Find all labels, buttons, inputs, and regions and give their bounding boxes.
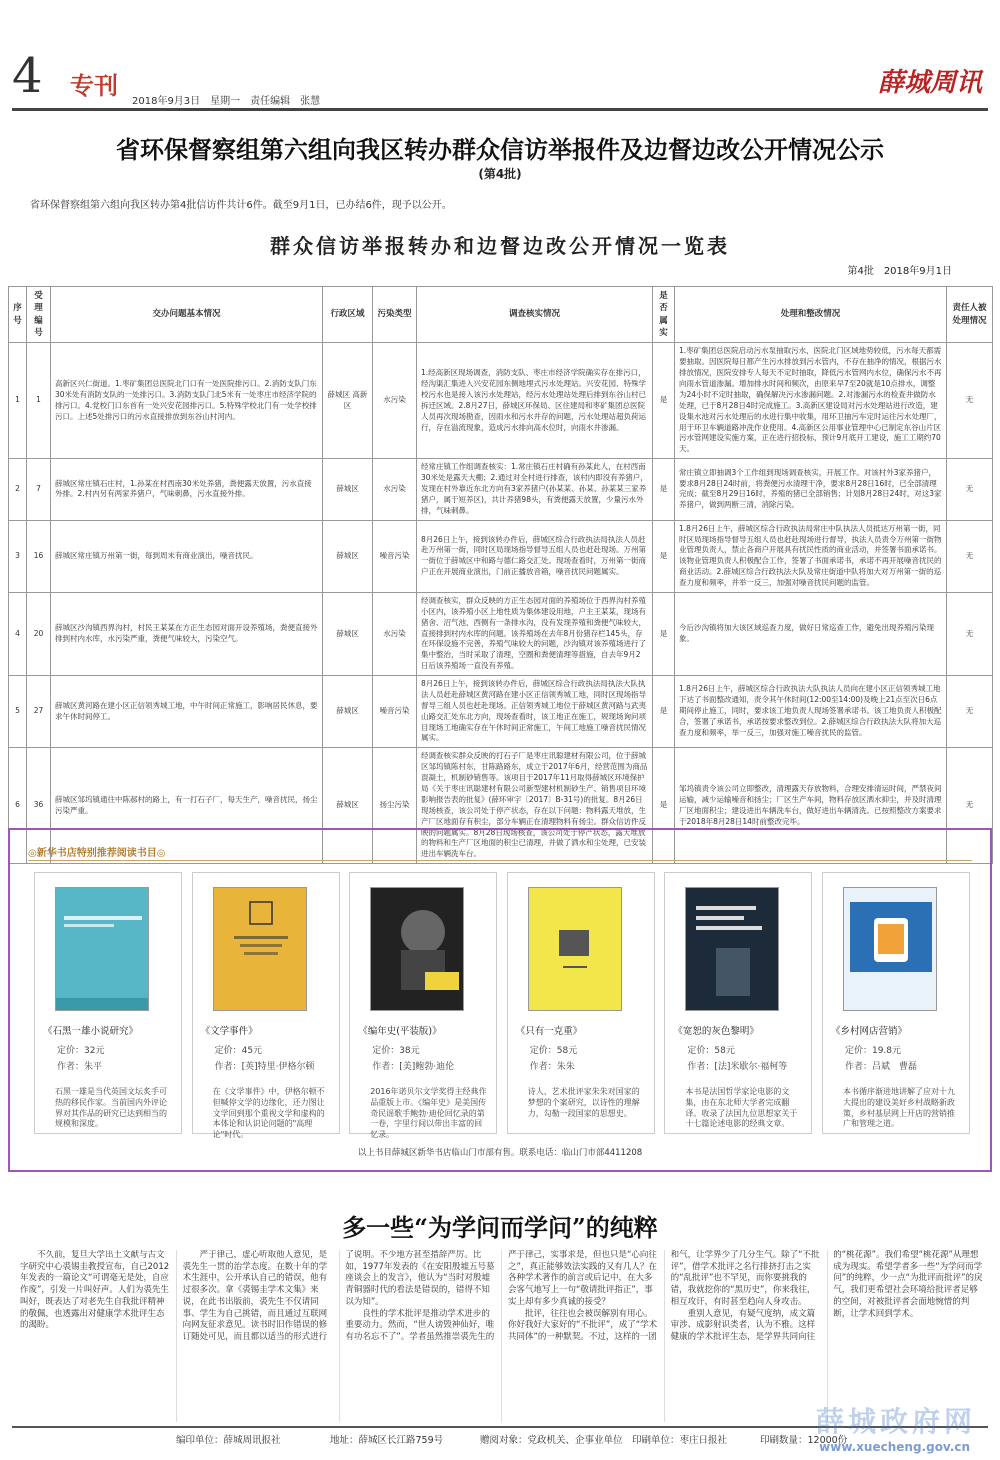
table-cell: 5 [9,676,27,748]
table-cell: 薛城区常庄镇万州第一街，每到周末有商业演出，噪音扰民。 [51,520,323,592]
imprint-distribution: 赠阅对象：党政机关、企事业单位 [480,1435,623,1446]
book-card [349,872,497,1140]
table-cell: 薛城区黄河路在建小区正信领秀城工地，中午时间正常施工，影响居民休息，要求午休时间停工。 [51,676,323,748]
table-cell: 3 [9,520,27,592]
table-cell: 8月26日上午，接到该转办件后，薛城区综合行政执法局执法大队执法人员赶赴薛城区黄河路在建小区正信领秀城工地，同时区现场指导督导三组人员也赶赴现场。正信领秀城工地位于薛城区黄河路与武夷山路交汇处东北方向，现场查看时，该工地正在施工，规现场询问项目现场工地确实存在午休时间正常施工，午间工地施工噪音扰民情况属实。 [417,676,653,748]
col-header: 交办问题基本情况 [51,287,323,343]
table-cell: 薛城区邹坞镇通往中陈郝村的路上，有一打石子厂，每天生产，噪音扰民，扬尘污染严重。 [51,748,323,864]
col-header: 调查核实情况 [417,287,653,343]
book-list [34,872,970,1140]
book-blurb: 诗人、艺术批评家朱朱对国家的梦想的个案研究，以诗性的理解力，勾勒一段国家的思想史。 [527,1087,640,1118]
table-cell: 薛城区 高新区 [323,343,373,459]
table-cell: 无 [947,459,993,520]
col-header: 处理和整改情况 [675,287,947,343]
table-cell: 是 [653,520,675,592]
batch-subtitle: (第4批) [478,167,522,181]
table-cell: 16 [27,520,51,592]
table-cell: 今后沙沟镇将加大该区域巡查力度，做好日常巡查工作，避免出现养殖污染现象。 [675,592,947,675]
book-cover-image [685,887,779,1011]
essay-paragraph: 不久前，复旦大学出土文献与古文字研究中心裘锡圭教授宣布，自己2012年发表的一篇论文“可谓毫无是处，自应作废”，引发一片叫好声。人们为裘先生叫好，既表达了对老先生自我批评精神的敬佩，也透露出对健康学术批评生态的渴盼。 [20,1250,170,1331]
book-card [192,872,340,1140]
table-row [9,343,993,459]
book-title: 《只有一克重》 [515,1026,583,1037]
table-cell: 1 [9,343,27,459]
essay-paragraph: 批评，往往也会被误解别有用心。你好我好大家好的“不批评”，成了“学术共同体”的一种默契。不过，这样的一团和气，让学界少了几分生气。除了“不批评”，借学术批评之名行排挤打击之实的“乱批评”也不罕见，而你要挑我的错，我就挖你的“黑历史”，你来我往，相互攻讦，有时甚至趋向人身攻击。 [507,1250,820,1343]
table-cell: 36 [27,748,51,864]
table-cell: 经调查核实群众反映的打石子厂是枣庄讯聪建材有限公司，位于薛城区邹坞镇陈村东，甘陈路路东，成立于2017年6月，经营范围为商品混凝土，机制砂销售等。该项目于2017年11月取得薛城区环境保护局《关于枣庄讯聪建材有限公司新型建材机制砂生产、销售项目环境影响报告表的批复》(薛环审字〔2017〕B-31号)的批复。8月26日现场核查，该公司处于停产状态，存在以下问题：物料露天堆放，生产厂区地面存有积尘，部分车辆正在清理物料有扬尘。群众信访件反映的问题属实。8月28日现场核查，该公司处于停产状态，露天堆放的物料和生产厂区地面的积尘已清理，并做了洒水和尘处理，已安装进出车辆洗车台。 [417,748,653,864]
book-title: 《乡村网店营销》 [830,1026,907,1037]
table-cell: 高新区兴仁街道。1.枣矿集团总医院北门口有一处医院排污口。2.消防支队门东30米处有消防支队的一处排污口。3.消防支队门北5米有一处枣庄市经济学院的排污口。4.党校门口东首有一处兴安花园排污口。5.特殊学校北门有一处学校排污口。上述5处排污口的污水直接排放到东谷山村河内。 [51,343,323,459]
table-cell: 薛城区 [323,520,373,592]
col-header: 受理编号 [27,287,51,343]
book-cover-image [843,887,937,1011]
book-price: 定价：58元 [687,1046,735,1056]
table-cell: 薛城区常庄镇石庄村，1.孙某在村西南30米处养猪，粪便露天放置，污水直接外排。2.村内另有两家养猪户，气味刺鼻，污水直接外排。 [51,459,323,520]
table-cell: 是 [653,459,675,520]
page-number: 4 [12,48,43,104]
col-header: 序号 [9,287,27,343]
book-price: 定价：38元 [372,1046,420,1056]
table-cell: 是 [653,592,675,675]
table-cell: 无 [947,520,993,592]
table-cell: 无 [947,676,993,748]
table-cell: 1.8月26日上午，薛城区综合行政执法大队执法人员向在建小区正信领秀城工地下达了书面整改通知，责令其午休时间(12:00至14:00)及晚上21点至次日6点期间停止施工，同时，要求该工地负责人现场签署承诺书。该工地负责人积极配合，签署了承诺书，承诺按要求整改到位。2.薛城区综合行政执法大队将加大巡查力度和频率，举一反三，加强对施工噪音扰民的监管。 [675,676,947,748]
batch-date: 第4批 2018年9月1日 [847,266,952,277]
book-cover-image [528,887,622,1011]
book-cover-art [686,888,779,1011]
essay-paragraph: 严于律己，虚心听取他人意见，是裘先生一贯的治学态度。在数十年的学术生涯中，公开承认自己的错误，他有过很多次。拿《裘锡圭学术文集》来说，在此书出版前，裘先生不仅请同事、学生为自己挑错，而且通过互联网向网友征求意见。读书时旧作错误的修订随处可见，而且都以适当的形式进行了说明。不少地方甚至措辞严厉。比如，1977年发表的《在安阳殷墟五号墓座谈会上的发言》，他认为“当时对殷墟青铜器时代的看法是错误的，错得不知以为知”。 [182,1250,495,1343]
table-cell: 水污染 [373,459,417,520]
book-cover-art [214,888,307,1011]
book-card [507,872,655,1134]
table-cell: 1.枣矿集团总医院启动污水泵抽取污水，医院北门区域地势较低，污水每天都需要抽取。因医院每日都产生污水排放到污水管内，不存在抽净的情况，根据污水排放情况，医院安排专人每天不定时抽取，降低污水管网内水位，确保污水不再向雨水管道渗漏。增加排水时间和频次，由原来早7至20就是10点排水，调整为24小时不定时抽取，确保解决污水渗漏问题。2.对渗漏污水的检查井做防水处理，已于8月28日4时完成施工。3.高新区建设局对污水处理站进行改造，建设集水池对污水处理后的水进行集中收集，用环卫抽污车定时运往污水处理厂，用于环卫车辆道路冲洗作业使用。4.高新区公用事业管理中心已制定东谷山片区污水管网建设实施方案，正在进行招投标，预计9月底开工建设，施工工期约70天。 [675,343,947,459]
col-header: 污染类型 [373,287,417,343]
table-cell: 噪音污染 [373,520,417,592]
table-cell: 噪音污染 [373,676,417,748]
book-blurb: 2016年诺贝尔文学奖得主经典作品重版上市。《编年史》是美国传奇民谣歌手鲍勃·迪伦回忆录的第一卷，字里行间以带出丰富的回忆录。 [370,1087,487,1140]
table-cell: 扬尘污染 [373,748,417,864]
col-header: 是否属实 [653,287,675,343]
table-cell: 邹坞镇责令该公司立即整改，清理露天存放物料，合理安排清运时间，严禁夜间运输，减少运输噪音和扬尘；厂区生产车间，物料存放区洒水抑尘，并及时清理厂区地面积尘；建设进出车辆洗车台，做好进出车辆清洗。已按照整改方案要求于2018年8月28日14时前整改完毕。 [675,748,947,864]
site-watermark-url: www.xuecheng.gov.cn [819,1440,970,1454]
imprint-printer: 印刷单位：枣庄日报社 [632,1435,728,1446]
book-cover-art [844,888,937,1011]
page-title: 省环保督察组第六组向我区转办群众信访举报件及边督边改公开情况公示 [116,136,884,164]
essay-paragraph: 良性的学术批评是推动学术进步的重要动力。然而，“世人谤毁神仙好，唯有功名忘不了”。学者虽然推崇裘先生的严于律己，实事求是，但也只是“心向往之”，真正能够效法实践的又有几人？在各种学术著作的前言或后记中，在大多会客气地写上一句“敬请批评指正”，事实上却有多少真诚的接受？ [345,1250,657,1343]
bookstore-contact: 以上书目薛城区新华书店临山门市部有售。联系电话：临山门市部4411208 [357,1148,643,1158]
book-card [664,872,812,1134]
table-cell: 20 [27,592,51,675]
book-price: 定价：32元 [57,1046,105,1056]
site-watermark: 薛城政府网 [815,1405,976,1438]
book-title: 《文学事件》 [200,1026,258,1037]
book-price: 定价：45元 [214,1046,263,1056]
imprint-address: 地址：薛城区长江路759号 [330,1435,444,1446]
table-header-row [9,287,993,343]
table-cell: 无 [947,592,993,675]
divider [28,860,972,861]
book-blurb: 本书是法国哲学家论电影的文集，由在东北师大学者完成翻译。收录了法国九位思想家关于十七篇论述电影的经典文章。 [685,1087,798,1129]
table-cell: 8月26日上午，接到该转办件后，薛城区综合行政执法局执法人员赶赴万州第一街，同时区局现场指导督导五组人员也赶赴现场。万州第一街位于薛城区中和路与德仁路交汇处。现场查看时，万州第一街商户正在开展商业演出，门前正播放音箱，噪音扰民问题属实。 [417,520,653,592]
table-cell: 薛城区 [323,592,373,675]
book-blurb: 在《文学事件》中，伊格尔顿不但喊停文学的边缘化，还力图让文学回到那个重视文学和虚构的本体论和认识论问题的"高理论"时代。 [212,1087,325,1140]
essay-body [20,1250,984,1422]
table-cell: 薛城区 [323,676,373,748]
book-recommendations [8,828,992,1172]
table-cell: 是 [653,748,675,864]
book-cover-art [371,888,464,1011]
table-cell: 无 [947,343,993,459]
table-row [9,592,993,675]
col-header: 责任人被处理情况 [947,287,993,343]
book-author: 作者：朱平 [57,1062,103,1072]
book-title: 《石黑一雄小说研究》 [43,1026,139,1037]
table-cell: 无 [947,748,993,864]
book-blurb: 石黑一雄是当代英国文坛炙手可热的移民作家。当前国内外评论界对其作品的研究已达到相当的规模和深度。 [55,1087,167,1129]
table-cell: 薛城区 [323,459,373,520]
table-cell: 1 [27,343,51,459]
col-header: 行政区域 [323,287,373,343]
book-cover-image [55,887,149,1011]
book-cover-art [529,888,622,1011]
petition-table [8,286,993,864]
book-author: 作者：朱朱 [529,1062,575,1072]
book-card [34,872,182,1134]
table-cell: 薛城区沙沟镇西界沟村，村民王某某在方正生态园对面开设养殖场，粪便直接外排到村内水库，水污染严重，粪便气味较大，污染空气。 [51,592,323,675]
essay-title: 多一些“为学问而学问”的纯粹 [342,1213,658,1242]
book-author: 作者：[美]鲍勃·迪伦 [372,1062,455,1072]
book-title: 《编年史(平装版)》 [358,1026,442,1037]
table-cell: 经调查核实，群众反映的方正生态园对面的养殖场位于西界沟村养殖小区内，该养殖小区上地性质为集体建设用地，户主王某某，现场有猪舍、沼气池，西侧有一条排水沟，没有发现养殖和粪便气味较大，直接排到村内水库的问题。该养殖场在去年8月份猪存栏145头，存在环保设施不完善，养殖气味较大的问题，沙沟镇对该养殖场进行了集中整治，当时采取了清理，空圈和粪便清理等措施，自去年9月2日后该养殖场一直没有养殖。 [417,592,653,675]
table-row [9,459,993,520]
masthead-rule [12,108,988,111]
table-cell: 1.经高新区现场调查，消防支队、枣庄市经济学院确实存在排污口，经沟渠汇集进入兴安花园东侧地埋式污水处理站。兴安花园、特殊学校污水也是接入该污水处理站，经污水处理站处理后排到东谷山村已拆迁区域。2.8月27日，薛城区环保局、区住建局和枣矿集团总医院人员再次现场勘查，因雨水和污水并存的问题，污水处理站超负荷运行，存在溢流现象，造成污水排向高水位时，向雨水井渗漏。 [417,343,653,459]
table-cell: 27 [27,676,51,748]
book-cover-art [56,888,149,1011]
table-cell: 经常庄镇工作组调查核实：1.常庄镇石庄村确有孙某此人，在村西南30米处是露天大棚；2.通过对全村进行排查，该村内即没有养猪户，发现在村外靠近东北方向有3家养猪户(孙某某、孙某、孙某某三家养猪户，属于短养区)，共计养猪98头，有粪便露天放置，少量污水外排，气味刺鼻。 [417,459,653,520]
table-cell: 常庄镇立即抽调3个工作组到现场调查核实，开展工作。对该村外3家养猪户，要求8月28日24时前，将粪便污水清理干净，要求8月28日16时，已全部清理完成；截至8月29日16时，养殖的猪已全部销售；计划8月28日24时，对这3家养猪户，做到两断三清，消除污染。 [675,459,947,520]
table-cell: 1.8月26日上午，薛城区综合行政执法局常庄中队执法人员抵达万州第一街，同时区局现场指导督导五组人员也赶赴现场进行督导，执法人员责令万州第一街物业管理负责人，禁止各商户开展具有扰民性质的商业活动，并签署书面承诺书。该物业管理负责人积极配合工作，签署了书面承诺书，承诺不再开展噪音扰民的商业活动。2.薛城区综合行政执法大队及常庄街道中队将加大对万州第一街的巡查力度和频率，并举一反三，加强对噪音扰民问题的监管。 [675,520,947,592]
book-price: 定价：58元 [529,1046,578,1056]
table-title: 群众信访举报转办和边督边改公开情况一览表 [270,234,730,258]
table-cell: 是 [653,343,675,459]
book-blurb: 本书循序渐进地讲解了应对十九大提出的建设美好乡村战略新政策，乡村基层网上开店的营销推广和管理之道。 [842,1087,955,1129]
book-author: 作者：[英]特里·伊格尔顿 [214,1062,315,1072]
table-row [9,520,993,592]
imprint-editor: 编印单位：薛城周讯报社 [176,1435,281,1446]
table-cell: 水污染 [373,343,417,459]
book-author: 作者：吕斌 曹磊 [844,1062,917,1072]
masthead [12,48,988,110]
table-cell: 6 [9,748,27,864]
book-section-heading: ◎新华书店特别推荐阅读书目◎ [28,848,166,859]
book-author: 作者：[法]米歇尔·福柯等 [687,1062,788,1072]
table-cell: 是 [653,676,675,748]
book-cover-image [213,887,307,1011]
issue-meta: 2018年9月3日 星期一 责任编辑 张慧 [132,96,321,107]
table-cell: 7 [27,459,51,520]
table-cell: 2 [9,459,27,520]
essay-paragraph: 重别人意见，有疑气度纳，成文篇审涉、成影射识类者，认为不雅。这样健康的学术批评生态，是学界共同向往的“桃花源”。我们希望“桃花源”从理想成为现实。希望学者多一些“为学问而学问”的纯粹，少一点“为批评而批评”的戾气，我们更希望社会环境给批评者足够的空间，对被批评者会面地惋惜的判断，让学术回到学术。 [670,1250,983,1343]
book-card [822,872,970,1134]
book-title: 《宽恕的灰色黎明》 [673,1026,759,1037]
book-cover-image [370,887,464,1011]
book-price: 定价：19.8元 [844,1046,902,1056]
newspaper-logo: 薛城周讯 [877,68,982,98]
imprint-count: 印刷数量：12000份 [760,1435,848,1446]
table-row [9,676,993,748]
intro-text: 省环保督察组第六组向我区转办第4批信访件共计6件。截至9月1日，已办结6件，现予以公开。 [30,200,452,211]
table-cell: 水污染 [373,592,417,675]
table-cell: 薛城区 [323,748,373,864]
table-cell: 4 [9,592,27,675]
section-name: 专刊 [70,72,118,100]
